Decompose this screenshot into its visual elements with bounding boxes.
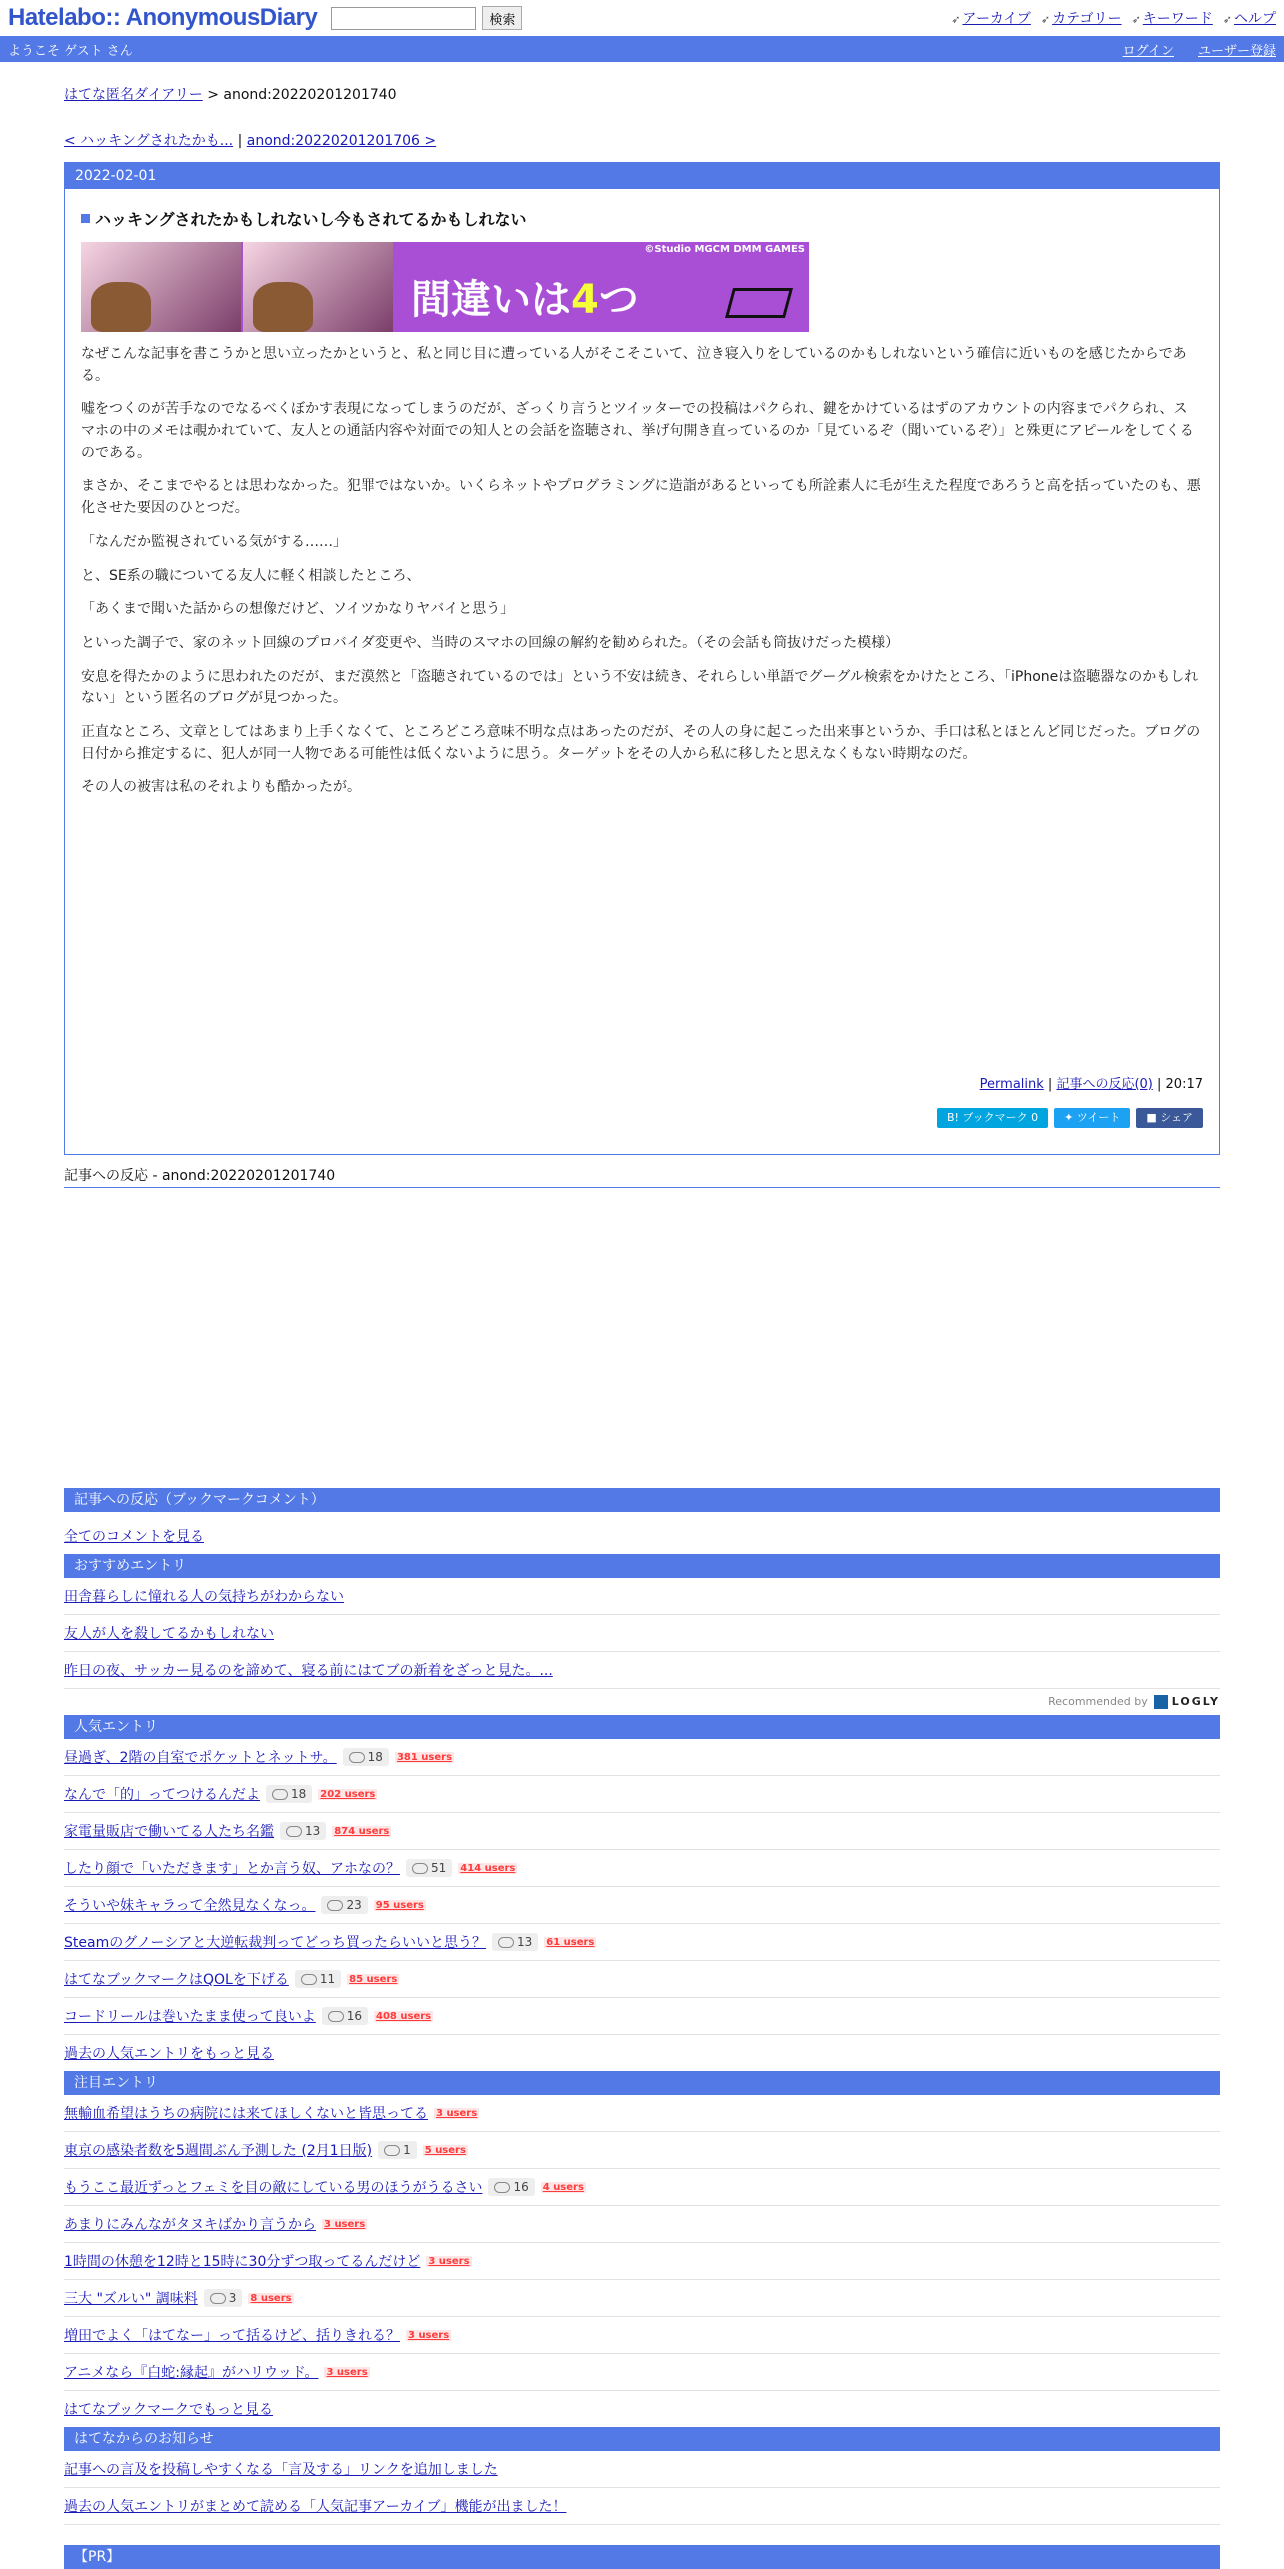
users-badge[interactable]: 874 users [334, 1825, 390, 1837]
users-badge[interactable]: 3 users [324, 2218, 366, 2230]
popular-entry-link[interactable]: そういや妹キャラって全然見なくなっ。 [64, 1898, 316, 1914]
prev-entry-link[interactable]: < ハッキングされたかも... [64, 133, 234, 149]
list-item [64, 1998, 1220, 2035]
users-badge[interactable]: 4 users [542, 2181, 584, 2193]
recommended-link[interactable]: 友人が人を殺してるかもしれない [64, 1626, 274, 1642]
facebook-share-button[interactable] [1136, 1108, 1203, 1128]
notable-entry-link[interactable]: 無輸血希望はうちの病院には来てほしくないと皆思ってる [64, 2106, 428, 2122]
users-badge[interactable]: 3 users [326, 2366, 368, 2378]
comment-count: 1 [403, 2143, 411, 2157]
banner-headline [411, 268, 639, 325]
list-item [64, 2488, 1220, 2525]
list-item [64, 1887, 1220, 1924]
comment-count-badge[interactable] [280, 1822, 326, 1840]
logly-credit [64, 1689, 1220, 1715]
share-buttons [937, 1108, 1203, 1128]
banner-copyright: ©Studio MGCM DMM GAMES [644, 244, 805, 255]
facebook-icon: ■ [1146, 1111, 1161, 1124]
bookmark-comments-bar: 記事への反応（ブックマークコメント） [64, 1488, 1220, 1512]
list-item [64, 2354, 1220, 2391]
ad-banner[interactable] [81, 242, 809, 332]
banner-logo-mark [725, 288, 793, 318]
notable-entry-link[interactable]: もうここ最近ずっとフェミを目の敵にしている男のほうがうるさい [64, 2180, 483, 2196]
entry-title [81, 207, 1201, 230]
twitter-icon: ✦ [1064, 1111, 1077, 1124]
nav-archive[interactable]: アーカイブ [962, 11, 1031, 27]
comment-count: 23 [346, 1898, 362, 1912]
comment-count-badge[interactable] [492, 1933, 538, 1951]
list-item [64, 1850, 1220, 1887]
site-logo[interactable]: Hatelabo:: AnonymousDiary [8, 4, 318, 31]
list-item [64, 2280, 1220, 2317]
teddy-bear-icon [91, 282, 151, 332]
arrow-icon: ➶ [1040, 13, 1051, 26]
recommended-link[interactable]: 田舎暮らしに憧れる人の気持ちがわからない [64, 1589, 344, 1605]
users-badge[interactable]: 95 users [375, 1899, 424, 1911]
diary-day [64, 162, 1220, 1155]
users-badge[interactable]: 61 users [546, 1936, 595, 1948]
tweet-label: ツイート [1076, 1111, 1121, 1124]
users-badge[interactable]: 8 users [250, 2292, 292, 2304]
comment-count-badge[interactable] [322, 2007, 368, 2025]
comment-count: 13 [516, 1935, 533, 1949]
news-link[interactable]: 記事への言及を投稿しやすくなる「言及する」リンクを追加しました [64, 2462, 498, 2478]
comment-count-badge[interactable] [406, 1859, 452, 1877]
comment-bubble-icon [349, 1752, 365, 1763]
comment-count: 16 [513, 2180, 529, 2194]
popular-entry-link[interactable]: 家電量販店で働いてる人たち名鑑 [64, 1824, 274, 1840]
popular-bar: 人気エントリ [64, 1715, 1220, 1739]
facebook-share-label: シェア [1160, 1111, 1193, 1124]
entry-body [81, 344, 1201, 799]
list-item [64, 1776, 1220, 1813]
users-badge[interactable]: 3 users [436, 2107, 478, 2119]
users-badge[interactable]: 3 users [408, 2329, 450, 2341]
next-entry-link[interactable]: anond:20220201201706 > [246, 133, 437, 149]
notable-entry-link[interactable]: あまりにみんながタヌキばかり言うから [64, 2217, 316, 2233]
entry-paragraph: まさか、そこまでやるとは思わなかった。犯罪ではないか。いくらネットやプログラミングに造詣があるといっても所詮素人に毛が生えた程度であろうと高を括っていたのも、悪化させた要因のひとつだ。 [81, 478, 1201, 517]
notable-more-link[interactable]: はてなブックマークでもっと見る [64, 2402, 274, 2418]
comment-count: 16 [346, 2009, 363, 2023]
breadcrumb-separator: > [202, 87, 224, 103]
top-nav [951, 8, 1276, 28]
comment-bubble-icon [327, 1900, 343, 1911]
comment-count-badge[interactable] [266, 1785, 312, 1803]
pr-bar: 【PR】 [64, 2545, 1220, 2569]
users-badge[interactable]: 408 users [376, 2010, 432, 2022]
comment-count: 11 [319, 1972, 336, 1986]
top-bar [0, 0, 1284, 36]
popular-more-link[interactable]: 過去の人気エントリをもっと見る [64, 2046, 274, 2062]
search-input[interactable] [331, 7, 476, 30]
list-item [64, 1652, 1220, 1689]
list-item [64, 2132, 1220, 2169]
recommended-link[interactable]: 昨日の夜、サッカー見るのを諦めて、寝る前にはてブの新着をざっと見た。... [64, 1663, 553, 1679]
breadcrumb-current: anond:20220201201740 [223, 87, 397, 103]
breadcrumb [64, 84, 1220, 104]
comment-bubble-icon [328, 2011, 344, 2022]
entry-paragraph: 「あくまで聞いた話からの想像だけど、ソイツかなりヤバイと思う」 [81, 601, 515, 618]
pager-separator: | [233, 133, 247, 149]
list-item [64, 1578, 1220, 1615]
users-badge[interactable]: 85 users [349, 1973, 398, 1985]
notable-entry-link[interactable]: 1時間の休憩を12時と15時に30分ずつ取ってるんだけど [64, 2254, 421, 2270]
notable-entry-link[interactable]: アニメなら『白蛇:縁起』がハリウッド。 [64, 2365, 319, 2381]
popular-list [64, 1739, 1220, 2035]
nav-help[interactable]: ヘルプ [1234, 11, 1276, 27]
comment-bubble-icon [384, 2145, 400, 2156]
popular-entry-link[interactable]: はてなブックマークはQOLを下げる [64, 1972, 289, 1988]
empty-space [64, 1188, 1220, 1488]
reactions-heading: 記事への反応 - anond:20220201201740 [64, 1165, 1220, 1188]
day-date: 2022-02-01 [65, 163, 1219, 189]
all-comments-link[interactable]: 全てのコメントを見る [64, 1529, 204, 1545]
user-bar [0, 36, 1284, 62]
notable-entry-link[interactable]: 東京の感染者数を5週間ぶん予測した (2月1日版) [64, 2143, 373, 2159]
permalink-link[interactable]: Permalink [979, 1077, 1044, 1092]
entry-title-text: ハッキングされたかもしれないし今もされてるかもしれない [95, 210, 527, 229]
entry-paragraph: なぜこんな記事を書こうかと思い立ったかというと、私と同じ目に遭っている人がそこそこいて、泣き寝入りをしているのかもしれないという確信に近いものを感じたからである。 [81, 346, 1187, 384]
entry-time: 20:17 [1165, 1077, 1203, 1092]
square-bullet-icon[interactable] [81, 214, 90, 223]
comment-count-badge[interactable] [378, 2141, 417, 2159]
list-item [64, 1961, 1220, 1998]
users-badge[interactable]: 202 users [320, 1788, 376, 1800]
reactions-link[interactable]: 記事への反応(0) [1056, 1077, 1153, 1092]
comment-count: 13 [305, 1824, 321, 1838]
list-item [64, 1739, 1220, 1776]
comment-count-badge[interactable] [488, 2178, 534, 2196]
popular-entry-link[interactable]: したり顔で「いただきます」とか言う奴、アホなの？ [64, 1861, 400, 1877]
notable-entry-link[interactable]: 三大 "ズルい" 調味料 [64, 2291, 198, 2307]
arrow-icon: ➶ [1222, 13, 1232, 26]
comment-count-badge[interactable] [343, 1748, 389, 1766]
list-item [64, 2095, 1220, 2132]
list-item [64, 2451, 1220, 2488]
comment-bubble-icon [210, 2293, 226, 2304]
logly-logo[interactable]: LOGLY [1171, 1695, 1220, 1708]
entry-paragraph: と、SE系の職についてる友人に軽く相談したところ、 [81, 567, 421, 584]
list-item [64, 1813, 1220, 1850]
popular-entry-link[interactable]: コードリールは巻いたまま使って良いよ [64, 2009, 316, 2025]
entry-paragraph: 安息を得たかのように思われたのだが、まだ漠然と「盗聴されているのでは」という不安は続き、それらしい単語でグーグル検索をかけたところ、「iPhoneは盗聴器なのかもしれない」という匿名のブログが見つかった。 [81, 668, 1199, 707]
banner-headline-b: 4 [571, 277, 599, 323]
nav-category[interactable]: カテゴリー [1052, 11, 1122, 27]
breadcrumb-home[interactable]: はてな匿名ダイアリー [64, 87, 203, 103]
users-badge[interactable]: 5 users [424, 2144, 466, 2156]
recommended-bar: おすすめエントリ [64, 1554, 1220, 1578]
news-link[interactable]: 過去の人気エントリがまとめて読める「人気記事アーカイブ」機能が出ました！ [64, 2499, 567, 2515]
entry-paragraph: その人の被害は私のそれよりも酷かったが。 [81, 779, 361, 796]
notable-list [64, 2095, 1220, 2391]
entry-paragraph: といった調子で、家のネット回線のプロバイダ変更や、当時のスマホの回線の解約を勧められた。（その会話も筒抜けだった模様） [81, 634, 900, 651]
users-badge[interactable]: 381 users [396, 1751, 453, 1763]
list-item [64, 2169, 1220, 2206]
teddy-bear-icon [253, 282, 313, 332]
popular-entry-link[interactable]: なんで「的」ってつけるんだよ [64, 1787, 260, 1803]
popular-more-row [64, 2035, 1220, 2071]
comment-bubble-icon [286, 1826, 302, 1837]
comment-count: 51 [431, 1861, 447, 1875]
notable-bar: 注目エントリ [64, 2071, 1220, 2095]
entry-paragraph: 嘘をつくのが苦手なのでなるべくぼかす表現になってしまうのだが、ざっくり言うとツイッターでの投稿はパクられ、鍵をかけているはずのアカウントの内容までパクられ、スマホの中のメモは覗かれていて、友人との通話内容や対面での知人との会話を盗聴され、挙げ句開き直っているのか「見ているぞ（聞いているぞ）」と殊更にアピールをしてくるのである。 [81, 401, 1194, 461]
all-comments-row [64, 1512, 1220, 1554]
entry-footer: Permalink | 記事への反応(0) | 20:17 [979, 1077, 1203, 1092]
list-item [64, 1924, 1220, 1961]
comment-count-badge[interactable] [321, 1896, 367, 1914]
users-badge[interactable]: 414 users [460, 1862, 516, 1874]
search-button[interactable]: 検索 [482, 6, 522, 30]
list-item [64, 2206, 1220, 2243]
comment-bubble-icon [412, 1863, 428, 1874]
comment-bubble-icon [494, 2182, 510, 2193]
arrow-icon: ➶ [1131, 13, 1141, 26]
list-item [64, 1615, 1220, 1652]
list-item [64, 2317, 1220, 2354]
logly-icon [1154, 1695, 1168, 1709]
register-link[interactable]: ユーザー登録 [1197, 43, 1276, 59]
entry-section [65, 189, 1219, 1154]
hatena-bookmark-button[interactable]: B! ブックマーク 0 [937, 1108, 1048, 1128]
recommended-by-text: Recommended by [1048, 1695, 1148, 1708]
users-badge[interactable]: 3 users [428, 2255, 470, 2267]
entry-paragraph: 「なんだか監視されている気がする……」 [81, 533, 347, 550]
comment-bubble-icon [272, 1789, 288, 1800]
tweet-button[interactable] [1054, 1108, 1130, 1128]
comment-bubble-icon [301, 1974, 317, 1985]
popular-entry-link[interactable]: 昼過ぎ、2階の自室でポケットとネットサ。 [64, 1750, 337, 1766]
news-bar: はてなからのお知らせ [64, 2427, 1220, 2451]
notable-more-row [64, 2391, 1220, 2427]
comment-count-badge[interactable] [295, 1970, 341, 1988]
banner-headline-a: 間違いは [411, 277, 571, 323]
main-content [64, 84, 1220, 2569]
popular-entry-link[interactable]: Steamのグノーシアと大逆転裁判ってどっち買ったらいいと思う？ [64, 1935, 486, 1951]
login-link[interactable]: ログイン [1122, 43, 1174, 59]
comment-count: 3 [228, 2291, 237, 2305]
comment-count-badge[interactable] [204, 2289, 243, 2307]
banner-headline-c: つ [598, 277, 639, 323]
arrow-icon: ➶ [951, 13, 961, 26]
entry-paragraph: 正直なところ、文章としてはあまり上手くなくて、ところどころ意味不明な点はあったのだが、その人の身に起こった出来事というか、手口は私とほとんど同じだった。ブログの日付から推定するに、犯人が同一人物である可能性は低くないように思う。ターゲットをその人から私に移したと思えなくもない時期なのだ。 [81, 723, 1201, 762]
list-item [64, 2243, 1220, 2280]
nav-keyword[interactable]: キーワード [1142, 11, 1213, 27]
pager [64, 130, 1220, 150]
comment-bubble-icon [498, 1937, 514, 1948]
comment-count: 18 [367, 1750, 383, 1764]
comment-count: 18 [291, 1787, 307, 1801]
welcome-text: ようこそ ゲスト さん [8, 43, 133, 59]
notable-entry-link[interactable]: 増田でよく「はてなー」って括るけど、括りきれる？ [64, 2328, 400, 2344]
